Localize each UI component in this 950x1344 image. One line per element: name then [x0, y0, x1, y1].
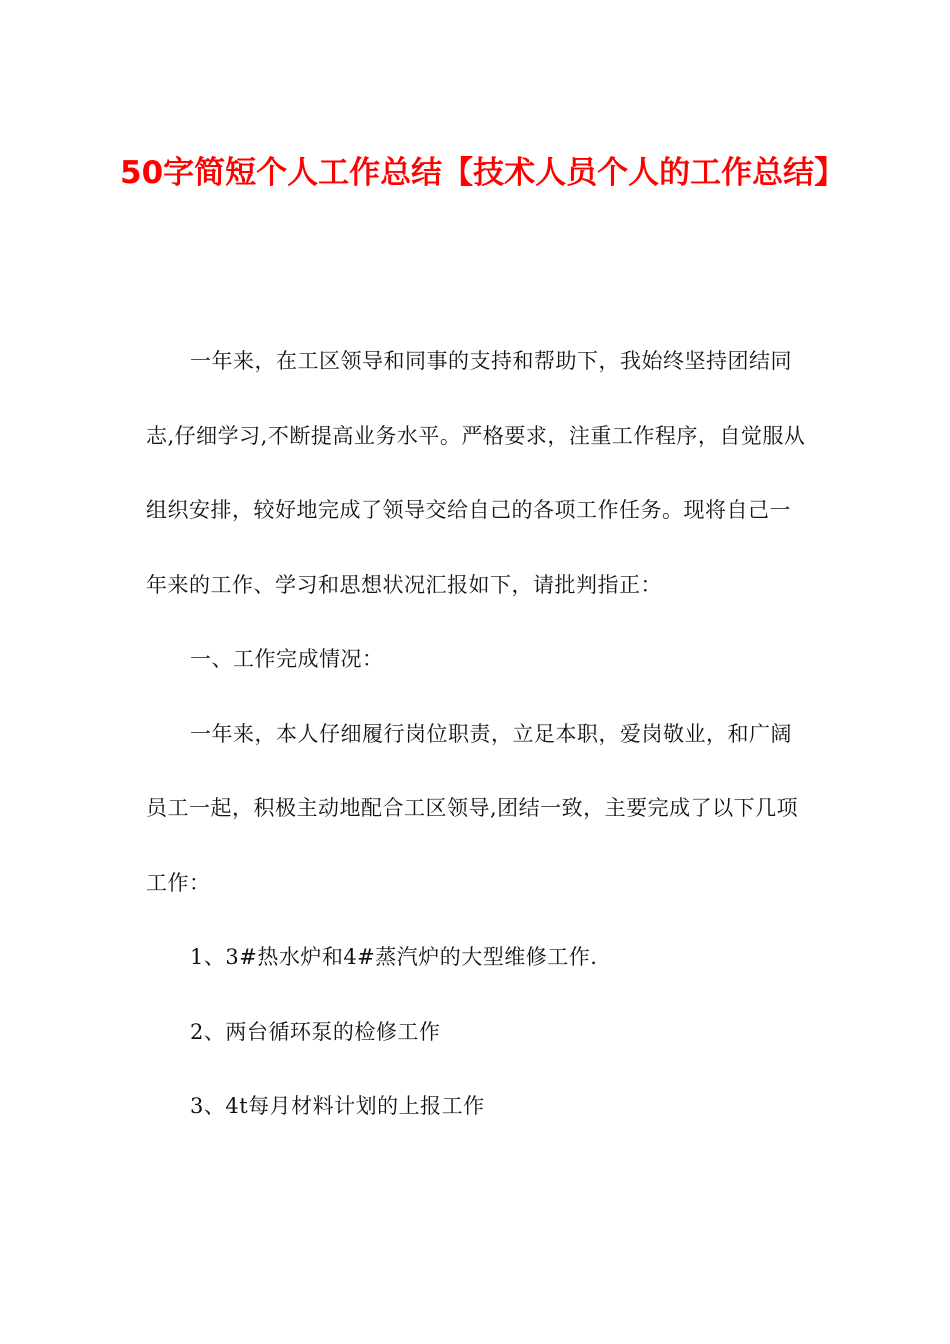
- list-item-3: 3、4t每月材料计划的上报工作: [190, 1094, 485, 1118]
- intro-paragraph: 一年来，在工区领导和同事的支持和帮助下，我始终坚持团结同志,仔细学习,不断提高业务水平。严格要求，注重工作程序，自觉服从组织安排，较好地完成了领导交给自己的各项工作任务。现将自己一年来的工作、学习和思想状况汇报如下，请批判指正：: [146, 349, 806, 597]
- document-title: 50字简短个人工作总结【技术人员个人的工作总结】: [120, 155, 846, 191]
- list-item-1: 1、3#热水炉和4#蒸汽炉的大型维修工作.: [190, 945, 598, 969]
- list-item-2: 2、两台循环泵的检修工作: [190, 1019, 441, 1044]
- work-summary-paragraph: 一年来，本人仔细履行岗位职责，立足本职，爱岗敬业，和广阔员工一起，积极主动地配合工区领导,团结一致，主要完成了以下几项工作：: [146, 721, 799, 895]
- section-heading-work-completion: 一、工作完成情况：: [190, 647, 384, 671]
- document-body: [146, 324, 806, 1144]
